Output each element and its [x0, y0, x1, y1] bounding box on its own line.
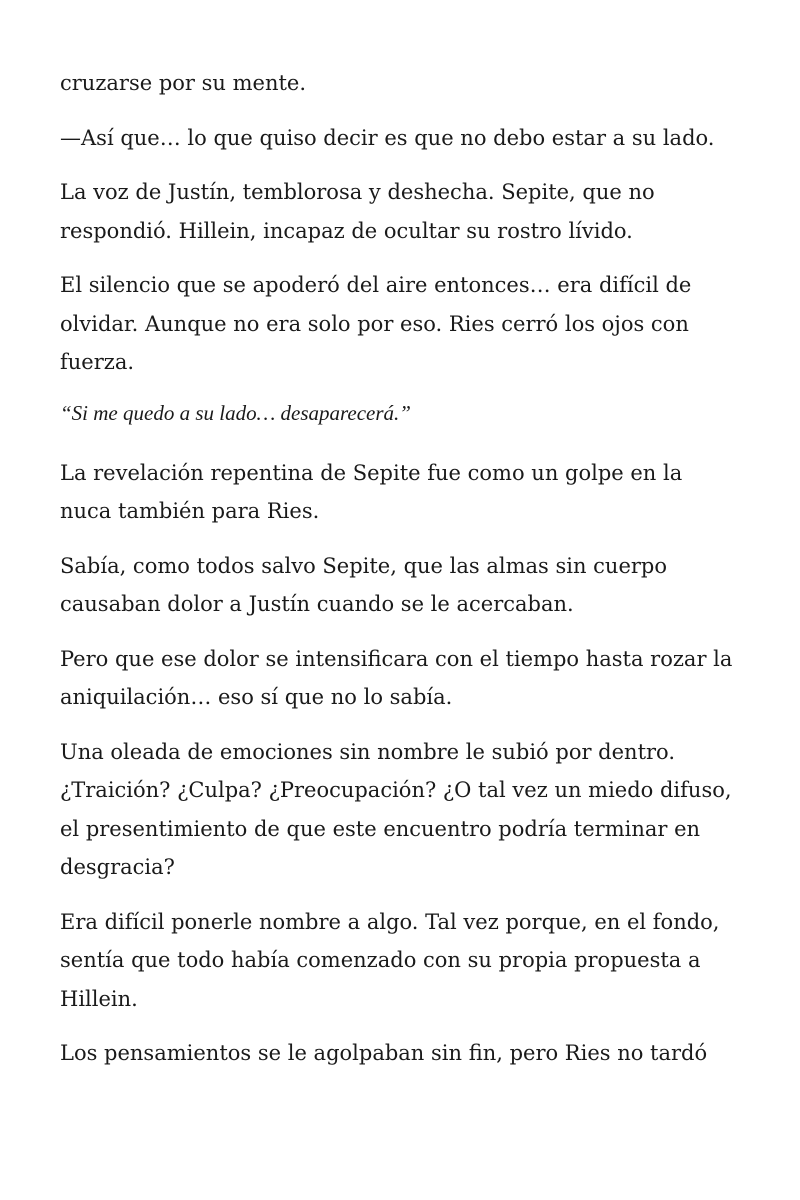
- paragraph-2: —Así que… lo que quiso decir es que no debo estar a su lado.: [60, 125, 715, 150]
- paragraph-4: El silencio que se apoderó del aire entonces… era difícil de olvidar. Aunque no era solo por eso. Ries cerró los ojos con fuerza.: [60, 273, 692, 374]
- paragraph-3: La voz de Justín, temblorosa y deshecha. Sepite, que no respondió. Hillein, incapaz de ocultar su rostro lívido.: [60, 180, 655, 243]
- paragraph-7: Sabía, como todos salvo Sepite, que las almas sin cuerpo causaban dolor a Justín cuando se le acercaban.: [60, 553, 667, 616]
- paragraph-9: Una oleada de emociones sin nombre le subió por dentro. ¿Traición? ¿Culpa? ¿Preocupación? ¿O tal vez un miedo difuso, el presentimiento de que este encuentro podría terminar en desgracia?: [60, 739, 732, 879]
- paragraph-6: La revelación repentina de Sepite fue como un golpe en la nuca también para Ries.: [60, 460, 683, 523]
- paragraph-10: Era difícil ponerle nombre a algo. Tal vez porque, en el fondo, sentía que todo había comenzado con su propia propuesta a Hillein.: [60, 909, 720, 1011]
- italic-quote: “Si me quedo a su lado… desaparecerá.”: [60, 400, 411, 425]
- paragraph-1: cruzarse por su mente.: [60, 71, 307, 95]
- paragraph-8: Pero que ese dolor se intensificara con el tiempo hasta rozar la aniquilación… eso sí que no lo sabía.: [60, 646, 733, 709]
- paragraph-11: Los pensamientos se le agolpaban sin fin, pero Ries no tardó: [60, 1041, 708, 1065]
